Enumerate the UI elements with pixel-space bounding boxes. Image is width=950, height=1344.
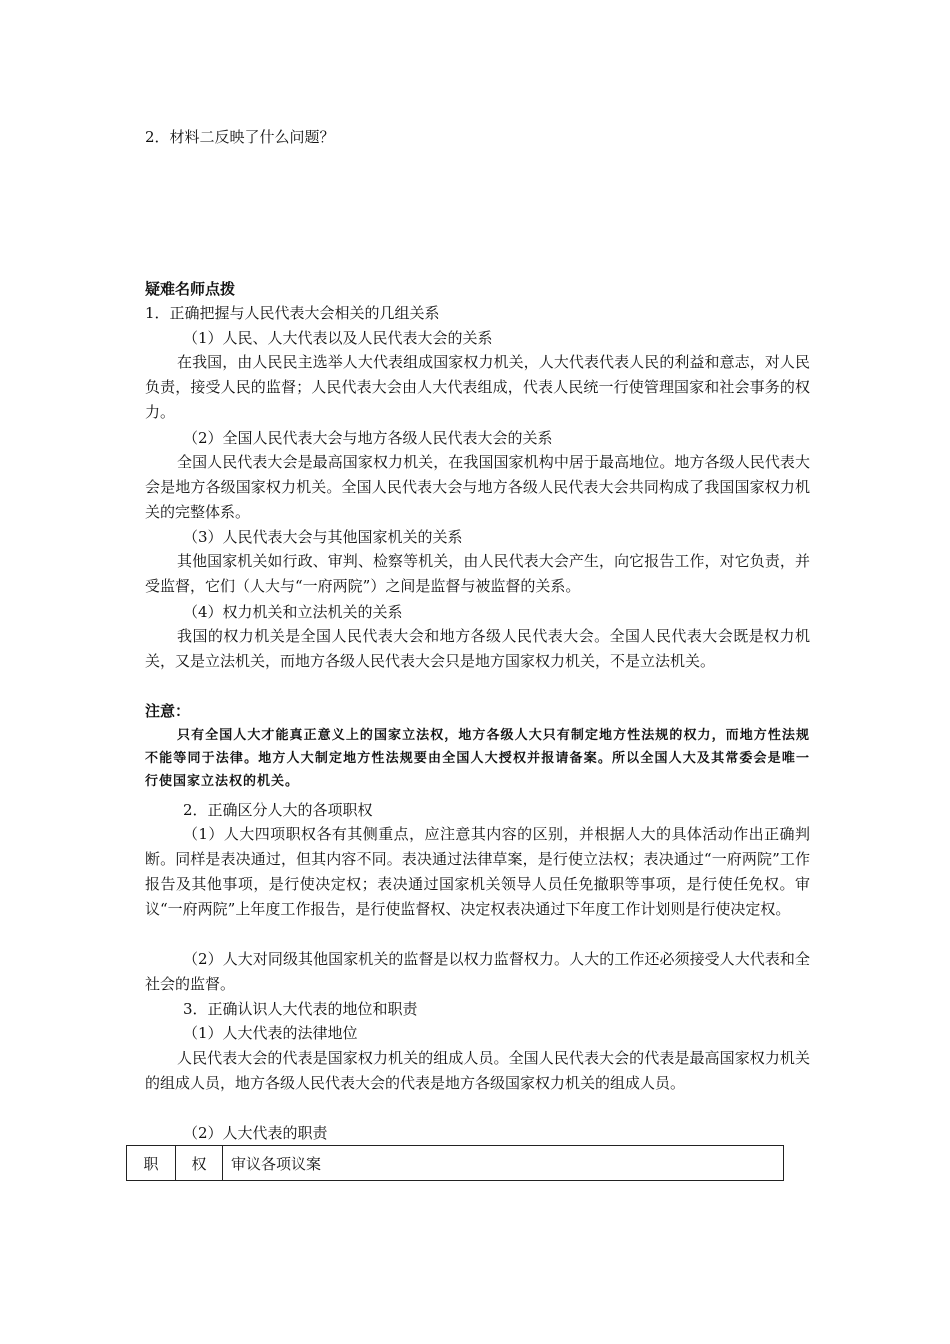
question-2: 2．材料二反映了什么问题？	[145, 128, 335, 146]
subheading-1-4: （4）权力机关和立法机关的关系	[183, 603, 403, 621]
table-cell-content: 审议各项议案	[223, 1146, 784, 1181]
table-cell-zhi: 职	[127, 1146, 176, 1181]
heading-3: 3．正确认识人大代表的地位和职责	[183, 1000, 418, 1018]
table-cell-quan: 权	[176, 1146, 223, 1181]
subheading-1-2: （2）全国人民代表大会与地方各级人民代表大会的关系	[183, 429, 553, 447]
note-label: 注意：	[145, 702, 191, 720]
subheading-3-1: （1）人大代表的法律地位	[183, 1024, 358, 1042]
subheading-1-1: （1）人民、人大代表以及人民代表大会的关系	[183, 329, 493, 347]
note-text: 只有全国人大才能真正意义上的国家立法权，地方各级人大只有制定地方性法规的权力，而地方性法规不能等同于法律。地方人大制定地方性法规要由全国人大授权并报请备案。所以全国人大及其常委会是唯一行使国家立法权的机关。	[145, 728, 810, 789]
paragraph-1-2: 全国人民代表大会是最高国家权力机关，在我国国家机构中居于最高地位。地方各级人民代表大会是地方各级国家权力机关。全国人民代表大会与地方各级人民代表大会共同构成了我国国家权力机关的完整体系。	[145, 453, 810, 521]
paragraph-2-1: （1）人大四项职权各有其侧重点，应注意其内容的区别，并根据人大的具体活动作出正确判断。同样是表决通过，但其内容不同。表决通过法律草案，是行使立法权；表决通过“一府两院”工作报告及其他事项，是行使决定权；表决通过国家机关领导人员任免撤职等事项，是行使任免权。审议“一府两院”上年度工作报告，是行使监督权、决定权表决通过下年度工作计划则是行使决定权。	[145, 825, 810, 918]
paragraph-3-1: 人民代表大会的代表是国家权力机关的组成人员。全国人民代表大会的代表是最高国家权力机关的组成人员，地方各级人民代表大会的代表是地方各级国家权力机关的组成人员。	[145, 1049, 810, 1092]
heading-2: 2．正确区分人大的各项职权	[183, 801, 373, 819]
table-row	[127, 1146, 784, 1181]
paragraph-1-3: 其他国家机关如行政、审判、检察等机关，由人民代表大会产生，向它报告工作，对它负责，并受监督，它们（人大与“一府两院”）之间是监督与被监督的关系。	[145, 552, 810, 595]
heading-1: 1．正确把握与人民代表大会相关的几组关系	[145, 304, 440, 322]
paragraph-2-2: （2）人大对同级其他国家机关的监督是以权力监督权力。人大的工作还必须接受人大代表和全社会的监督。	[145, 950, 810, 993]
subheading-3-2: （2）人大代表的职责	[183, 1124, 328, 1142]
paragraph-1-4: 我国的权力机关是全国人民代表大会和地方各级人民代表大会。全国人民代表大会既是权力机关，又是立法机关，而地方各级人民代表大会只是地方国家权力机关，不是立法机关。	[145, 627, 810, 670]
duty-table	[126, 1145, 784, 1181]
subheading-1-3: （3）人民代表大会与其他国家机关的关系	[183, 528, 463, 546]
section-title: 疑难名师点拨	[145, 280, 236, 298]
paragraph-1-1: 在我国，由人民民主选举人大代表组成国家权力机关，人大代表代表人民的利益和意志，对人民负责，接受人民的监督；人民代表大会由人大代表组成，代表人民统一行使管理国家和社会事务的权力。	[145, 353, 810, 421]
